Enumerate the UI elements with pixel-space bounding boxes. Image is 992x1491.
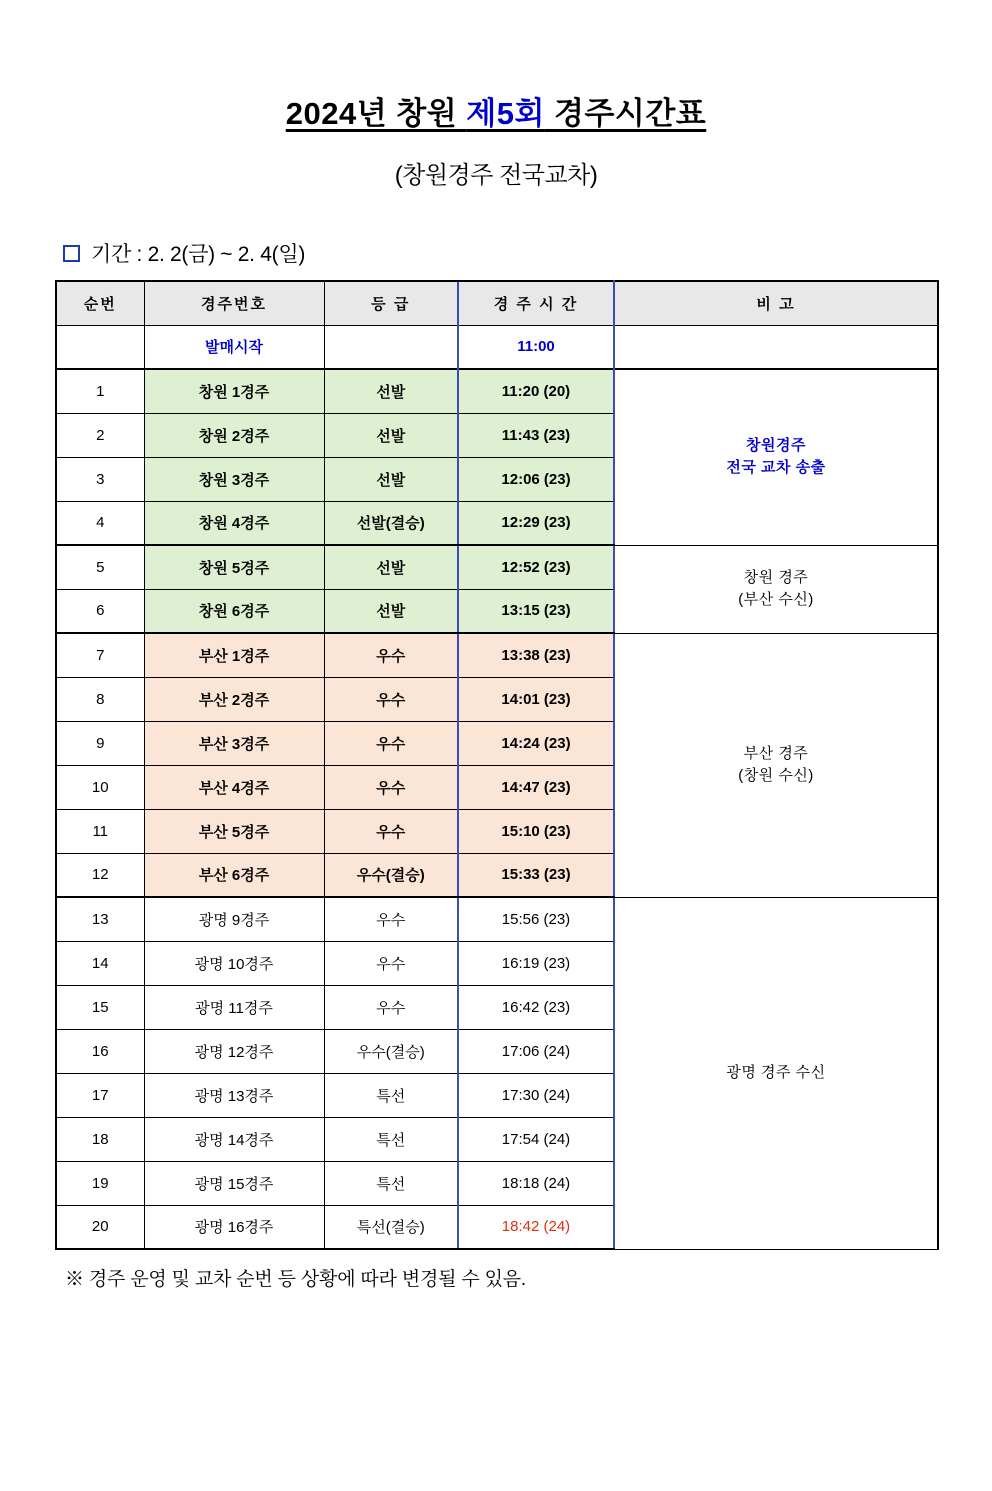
page-title-part2: 경주시간표 bbox=[544, 96, 707, 131]
cell-race: 창원 5경주 bbox=[144, 545, 324, 589]
cell-time: 14:01 (23) bbox=[458, 677, 614, 721]
schedule-table bbox=[55, 280, 939, 1250]
cell-no: 10 bbox=[56, 765, 144, 809]
cell-race: 창원 3경주 bbox=[144, 457, 324, 501]
cell-grade: 선발 bbox=[324, 413, 458, 457]
cell-no: 1 bbox=[56, 369, 144, 413]
note-line-2: (창원 수신) bbox=[738, 767, 814, 784]
cell-time: 11:43 (23) bbox=[458, 413, 614, 457]
cell-race: 부산 6경주 bbox=[144, 853, 324, 897]
cell-no: 7 bbox=[56, 633, 144, 677]
cell-time: 14:47 (23) bbox=[458, 765, 614, 809]
cell-time: 18:18 (24) bbox=[458, 1161, 614, 1205]
cell-no: 11 bbox=[56, 809, 144, 853]
cell-time: 15:56 (23) bbox=[458, 897, 614, 941]
cell-note bbox=[614, 325, 938, 369]
cell-time: 12:06 (23) bbox=[458, 457, 614, 501]
cell-time: 13:15 (23) bbox=[458, 589, 614, 633]
cell-time: 16:42 (23) bbox=[458, 985, 614, 1029]
table-row bbox=[56, 369, 938, 413]
cell-no: 3 bbox=[56, 457, 144, 501]
cell-race: 부산 3경주 bbox=[144, 721, 324, 765]
note-line-2: 전국 교차 송출 bbox=[726, 459, 826, 477]
cell-time: 12:29 (23) bbox=[458, 501, 614, 545]
cell-time: 17:06 (24) bbox=[458, 1029, 614, 1073]
page-title bbox=[286, 88, 707, 133]
cell-time: 13:38 (23) bbox=[458, 633, 614, 677]
page-subtitle: (창원경주 전국교차) bbox=[394, 162, 598, 189]
title-block bbox=[55, 88, 937, 133]
cell-grade: 선발 bbox=[324, 457, 458, 501]
note-line-1: 창원경주 bbox=[746, 436, 806, 454]
cell-no: 8 bbox=[56, 677, 144, 721]
cell-no: 13 bbox=[56, 897, 144, 941]
cell-grade: 우수(결승) bbox=[324, 853, 458, 897]
cell-no bbox=[56, 325, 144, 369]
note-line-1: 부산 경주 bbox=[743, 744, 809, 762]
cell-sale-time: 11:00 bbox=[458, 325, 614, 369]
cell-no: 2 bbox=[56, 413, 144, 457]
cell-grade: 우수 bbox=[324, 897, 458, 941]
cell-grade: 선발 bbox=[324, 589, 458, 633]
cell-no: 20 bbox=[56, 1205, 144, 1249]
note-line-1: 광명 경주 수신 bbox=[726, 1063, 826, 1081]
cell-race: 광명 16경주 bbox=[144, 1205, 324, 1249]
cell-no: 18 bbox=[56, 1117, 144, 1161]
cell-grade: 우수 bbox=[324, 765, 458, 809]
cell-race: 광명 14경주 bbox=[144, 1117, 324, 1161]
cell-grade: 특선 bbox=[324, 1073, 458, 1117]
cell-grade: 특선 bbox=[324, 1117, 458, 1161]
cell-race: 광명 13경주 bbox=[144, 1073, 324, 1117]
column-header-no: 순번 bbox=[56, 281, 144, 325]
column-header-race: 경주번호 bbox=[144, 281, 324, 325]
cell-no: 17 bbox=[56, 1073, 144, 1117]
cell-grade: 우수(결승) bbox=[324, 1029, 458, 1073]
cell-grade: 선발 bbox=[324, 369, 458, 413]
cell-time: 11:20 (20) bbox=[458, 369, 614, 413]
cell-no: 12 bbox=[56, 853, 144, 897]
cell-race: 부산 2경주 bbox=[144, 677, 324, 721]
cell-grade: 선발 bbox=[324, 545, 458, 589]
cell-no: 19 bbox=[56, 1161, 144, 1205]
footer-note: ※ 경주 운영 및 교차 순번 등 상황에 따라 변경될 수 있음. bbox=[65, 1269, 526, 1290]
cell-grade bbox=[324, 325, 458, 369]
table-row bbox=[56, 897, 938, 941]
cell-race: 광명 9경주 bbox=[144, 897, 324, 941]
document-page bbox=[0, 88, 992, 1491]
cell-no: 6 bbox=[56, 589, 144, 633]
cell-grade: 선발(결승) bbox=[324, 501, 458, 545]
period-line bbox=[63, 238, 937, 268]
cell-note-group-3 bbox=[614, 633, 938, 897]
cell-note-group-1 bbox=[614, 369, 938, 545]
checkbox-icon bbox=[63, 245, 80, 262]
cell-race: 광명 12경주 bbox=[144, 1029, 324, 1073]
cell-grade: 특선 bbox=[324, 1161, 458, 1205]
cell-race: 광명 11경주 bbox=[144, 985, 324, 1029]
cell-time: 18:42 (24) bbox=[458, 1205, 614, 1249]
table-row-sale-start bbox=[56, 325, 938, 369]
table-row bbox=[56, 633, 938, 677]
cell-race: 창원 1경주 bbox=[144, 369, 324, 413]
period-label: 기간 : 2. 2(금) ~ 2. 4(일) bbox=[91, 243, 306, 266]
table-row bbox=[56, 545, 938, 589]
cell-time: 17:30 (24) bbox=[458, 1073, 614, 1117]
cell-no: 15 bbox=[56, 985, 144, 1029]
note-line-1: 창원 경주 bbox=[743, 568, 809, 586]
cell-race: 부산 4경주 bbox=[144, 765, 324, 809]
cell-race: 부산 1경주 bbox=[144, 633, 324, 677]
cell-grade: 우수 bbox=[324, 633, 458, 677]
cell-race: 창원 2경주 bbox=[144, 413, 324, 457]
note-line-2: (부산 수신) bbox=[738, 591, 814, 608]
page-title-highlight: 제5회 bbox=[466, 96, 545, 131]
cell-grade: 우수 bbox=[324, 985, 458, 1029]
cell-no: 9 bbox=[56, 721, 144, 765]
cell-time: 15:10 (23) bbox=[458, 809, 614, 853]
cell-note-group-4 bbox=[614, 897, 938, 1249]
cell-sale-label: 발매시작 bbox=[144, 325, 324, 369]
page-title-part1: 2024년 창원 bbox=[285, 96, 467, 131]
column-header-time: 경 주 시 간 bbox=[458, 281, 614, 325]
cell-grade: 특선(결승) bbox=[324, 1205, 458, 1249]
cell-time: 16:19 (23) bbox=[458, 941, 614, 985]
cell-time: 15:33 (23) bbox=[458, 853, 614, 897]
cell-no: 4 bbox=[56, 501, 144, 545]
cell-time: 14:24 (23) bbox=[458, 721, 614, 765]
cell-no: 16 bbox=[56, 1029, 144, 1073]
cell-race: 광명 15경주 bbox=[144, 1161, 324, 1205]
cell-grade: 우수 bbox=[324, 721, 458, 765]
column-header-grade: 등 급 bbox=[324, 281, 458, 325]
cell-race: 광명 10경주 bbox=[144, 941, 324, 985]
cell-race: 부산 5경주 bbox=[144, 809, 324, 853]
cell-grade: 우수 bbox=[324, 677, 458, 721]
cell-race: 창원 6경주 bbox=[144, 589, 324, 633]
cell-note-group-2 bbox=[614, 545, 938, 633]
cell-no: 14 bbox=[56, 941, 144, 985]
table-header-row bbox=[56, 281, 938, 325]
cell-time: 12:52 (23) bbox=[458, 545, 614, 589]
cell-grade: 우수 bbox=[324, 809, 458, 853]
column-header-note: 비 고 bbox=[614, 281, 938, 325]
cell-race: 창원 4경주 bbox=[144, 501, 324, 545]
cell-time: 17:54 (24) bbox=[458, 1117, 614, 1161]
cell-no: 5 bbox=[56, 545, 144, 589]
cell-grade: 우수 bbox=[324, 941, 458, 985]
